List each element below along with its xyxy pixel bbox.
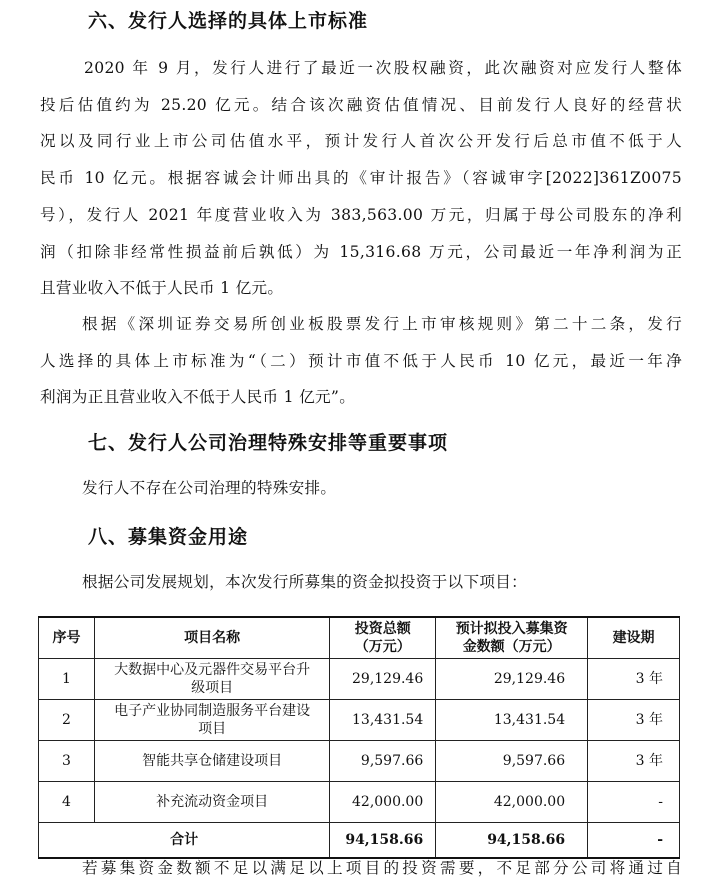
row-total: 29,129.46 <box>330 659 436 700</box>
row-name: 智能共享仓储建设项目 <box>94 741 329 782</box>
row-name <box>94 659 329 700</box>
header-total-line2: （万元） <box>354 639 411 655</box>
section-8-heading: 八、募集资金用途 <box>88 526 249 548</box>
total-total: 94,158.66 <box>330 823 436 859</box>
row-total: 9,597.66 <box>330 741 436 782</box>
header-name: 项目名称 <box>94 617 329 659</box>
row-name-line1: 电子产业协同制造服务平台建设 <box>114 703 311 719</box>
closing-paragraph <box>82 850 682 887</box>
section-6-paragraph-1 <box>40 50 682 307</box>
row-total: 42,000.00 <box>330 782 436 823</box>
total-period: - <box>588 823 680 859</box>
total-label: 合计 <box>39 823 330 859</box>
header-raised-line2: 金数额（万元） <box>462 639 561 655</box>
table-row <box>39 659 680 700</box>
row-raised: 13,431.54 <box>436 700 588 741</box>
header-raised-line1: 预计拟投入募集资 <box>455 621 568 637</box>
header-raised <box>436 617 588 659</box>
row-raised: 42,000.00 <box>436 782 588 823</box>
row-period: 3 年 <box>588 700 680 741</box>
section-7-paragraph <box>82 470 682 507</box>
section-8-intro <box>82 564 682 601</box>
text-line: 根据公司发展规划，本次发行所募集的资金拟投资于以下项目： <box>82 573 528 591</box>
section-6-heading: 六、发行人选择的具体上市标准 <box>88 10 369 32</box>
text-line: 且营业收入不低于人民币 1 亿元。 <box>40 279 284 298</box>
text-line: 根据《深圳证券交易所创业板股票发行上市审核规则》第二十二条，发行 <box>82 315 682 333</box>
header-no: 序号 <box>39 617 95 659</box>
text-line: 民币 10 亿元。根据容诚会计师出具的《审计报告》（容诚审字[2022]361Z0075 <box>40 169 682 188</box>
table-header-row <box>39 617 680 659</box>
row-name <box>94 700 329 741</box>
row-period: 3 年 <box>588 659 680 700</box>
table-row <box>39 700 680 741</box>
row-name-line1: 大数据中心及元器件交易平台升 <box>114 662 311 678</box>
row-raised: 29,129.46 <box>436 659 588 700</box>
text-line: 发行人不存在公司治理的特殊安排。 <box>82 479 337 497</box>
row-no: 4 <box>39 782 95 823</box>
header-period: 建设期 <box>588 617 680 659</box>
text-line: 2020 年 9 月，发行人进行了最近一次股权融资，此次融资对应发行人整体 <box>84 59 682 77</box>
text-line: 利润为正且营业收入不低于人民币 1 亿元”。 <box>40 388 356 407</box>
text-line: 润（扣除非经常性损益前后孰低）为 15,316.68 万元，公司最近一年净利润为正 <box>40 242 682 261</box>
row-no: 1 <box>39 659 95 700</box>
row-period: - <box>588 782 680 823</box>
section-7-heading: 七、发行人公司治理特殊安排等重要事项 <box>88 432 449 454</box>
total-raised: 94,158.66 <box>436 823 588 859</box>
fund-use-table <box>38 616 680 859</box>
text-line: 人选择的具体上市标准为“（二）预计市值不低于人民币 10 亿元，最近一年净 <box>40 351 682 370</box>
table-row <box>39 741 680 782</box>
text-line: 投后估值约为 25.20 亿元。结合该次融资估值情况、目前发行人良好的经营状 <box>40 95 682 114</box>
row-no: 3 <box>39 741 95 782</box>
row-no: 2 <box>39 700 95 741</box>
header-total-line1: 投资总额 <box>354 621 411 637</box>
row-period: 3 年 <box>588 741 680 782</box>
section-6-paragraph-2 <box>40 306 682 416</box>
text-line: 号），发行人 2021 年度营业收入为 383,563.00 万元，归属于母公司股东的净利 <box>40 205 682 224</box>
row-name-line2: 项目 <box>198 721 227 737</box>
row-name-line2: 级项目 <box>191 680 234 696</box>
text-line: 若募集资金数额不足以满足以上项目的投资需要，不足部分公司将通过自 <box>82 859 682 877</box>
row-name: 补充流动资金项目 <box>94 782 329 823</box>
text-line: 况以及同行业上市公司估值水平，预计发行人首次公开发行后总市值不低于人 <box>40 132 682 151</box>
row-total: 13,431.54 <box>330 700 436 741</box>
table-row <box>39 782 680 823</box>
row-raised: 9,597.66 <box>436 741 588 782</box>
header-total <box>330 617 436 659</box>
